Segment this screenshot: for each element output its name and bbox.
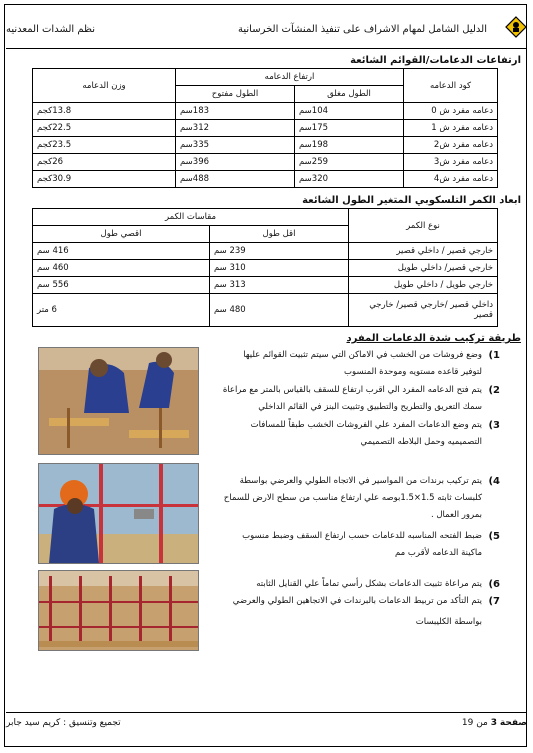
- cell-open: 335سم: [176, 137, 295, 154]
- col-header-code: كود الدعامه: [404, 69, 498, 103]
- section-heading-install: طريقة تركيب شدة الدعامات المفرد: [346, 333, 521, 344]
- cell-code: دعامه مفرد ش 0: [404, 103, 498, 120]
- cell-weight: 26كجم: [33, 154, 176, 171]
- col-header-max: اقصي طول: [33, 226, 210, 243]
- cell-type: داخلي قصير /خارجي قصير/ خارجي قصير: [349, 294, 498, 327]
- section-heading-beams: ابعاد الكمر التلسكوبي المتغير الطول الشائعة: [302, 195, 521, 206]
- cell-min: 310 سم: [210, 260, 349, 277]
- step-number: 7): [488, 596, 500, 607]
- step-number: 2): [488, 385, 500, 396]
- table-row: [33, 137, 498, 154]
- step-text: يتم تركيب برندات من المواسير في الاتجاه الطولي والعرضي بواسطة كلبسات ثابته 1.5×1.5بوصه علي ارتفاع مناسب من سطح الارض للسماح بمرور العمال .: [223, 476, 482, 520]
- col-header-type: نوع الكمر: [349, 209, 498, 243]
- cell-min: 480 سم: [210, 294, 349, 327]
- col-header-closed: الطول مغلق: [295, 86, 404, 103]
- cell-type: خارجي طويل / داخلي طويل: [349, 277, 498, 294]
- cell-max: 460 سم: [33, 260, 210, 277]
- cell-min: 239 سم: [210, 243, 349, 260]
- step-number: 6): [488, 579, 500, 590]
- section-heading-heights: ارتفاعات الدعامات/القوائم الشائعة: [350, 55, 521, 66]
- step-number: 1): [488, 350, 500, 361]
- list-item: [220, 382, 500, 416]
- col-header-weight: وزن الدعامه: [33, 69, 176, 103]
- page-label: صفحة: [499, 718, 527, 728]
- cell-open: 396سم: [176, 154, 295, 171]
- install-steps-group-1: [220, 347, 500, 451]
- company-logo: [505, 16, 527, 38]
- step-text: يتم التأكد من تربيط الدعامات بالبرندات في الاتجاهين الطولي والعرضي: [232, 596, 482, 606]
- cell-weight: 30.9كجم: [33, 171, 176, 188]
- cell-type: خارجي قصير / داخلي قصير: [349, 243, 498, 260]
- col-header-height: ارتفاع الدعامه: [176, 69, 404, 86]
- telescopic-beams-table: [32, 208, 498, 327]
- step-text: يتم وضع الدعامات المفرد علي الفروشات الخشب طبقاً للمسافات التصميميه وحمل البلاطه التصميمي: [250, 420, 482, 447]
- page-of: من: [476, 718, 488, 728]
- cell-code: دعامه مفرد ش2: [404, 137, 498, 154]
- author-credit: تجميع وتنسيق : كريم سيد جابر: [6, 718, 121, 728]
- table-row: [33, 277, 498, 294]
- step-number: 4): [488, 476, 500, 487]
- photo-braced-props: [38, 570, 199, 651]
- cell-code: دعامه مفرد ش3: [404, 154, 498, 171]
- cell-code: دعامه مفرد ش 1: [404, 120, 498, 137]
- cell-min: 313 سم: [210, 277, 349, 294]
- table-row: [33, 243, 498, 260]
- chapter-title: نظم الشدات المعدنيه: [6, 24, 96, 35]
- document-title: الدليل الشامل لمهام الاشراف على تنفيذ المنشآت الخرسانية: [237, 24, 487, 35]
- table-row: [33, 260, 498, 277]
- install-steps-group-2: [220, 473, 500, 562]
- photo-worker-fixing-clamps: [38, 463, 199, 564]
- page-header: [6, 20, 527, 50]
- table-row: [33, 103, 498, 120]
- install-steps-group-3: [220, 576, 500, 631]
- page-current: 3: [490, 718, 497, 728]
- cell-max: 6 متر: [33, 294, 210, 327]
- table-row: [33, 294, 498, 327]
- cell-type: خارجي قصير/ داخلي طويل: [349, 260, 498, 277]
- cell-closed: 104سم: [295, 103, 404, 120]
- col-header-min: اقل طول: [210, 226, 349, 243]
- cell-open: 183سم: [176, 103, 295, 120]
- cell-open: 312سم: [176, 120, 295, 137]
- list-item: [220, 417, 500, 451]
- page-total: 19: [461, 718, 474, 728]
- table-row: [33, 120, 498, 137]
- step-number: 3): [488, 420, 500, 431]
- cell-weight: 23.5كجم: [33, 137, 176, 154]
- list-item: [220, 614, 500, 631]
- step-number: 5): [488, 531, 500, 542]
- table-row: [33, 171, 498, 188]
- cell-closed: 175سم: [295, 120, 404, 137]
- cell-closed: 320سم: [295, 171, 404, 188]
- cell-max: 416 سم: [33, 243, 210, 260]
- page-number: [462, 718, 527, 728]
- header-divider: [6, 48, 527, 49]
- props-heights-table: [32, 68, 498, 188]
- list-item: [220, 528, 500, 562]
- cell-code: دعامه مفرد ش4: [404, 171, 498, 188]
- cell-weight: 13.8كجم: [33, 103, 176, 120]
- step-text: وضع فروشات من الخشب في الاماكن التي سيتم تثبيت القوائم عليها لتوفير قاعده مستويه وموحدة المنسوب: [243, 350, 482, 377]
- list-item: [220, 473, 500, 524]
- cell-weight: 22.5كجم: [33, 120, 176, 137]
- step-text: يتم مراعاة تثبيت الدعامات بشكل رأسي تماماً علي القنايل الثابته: [256, 579, 482, 589]
- step-text: بواسطة الكليبسات: [415, 617, 482, 627]
- cell-closed: 198سم: [295, 137, 404, 154]
- cell-max: 556 سم: [33, 277, 210, 294]
- list-item: [220, 576, 500, 593]
- table-row: [33, 154, 498, 171]
- cell-open: 488سم: [176, 171, 295, 188]
- list-item: [220, 593, 500, 610]
- step-text: يتم فتح الدعامه المفرد الي اقرب ارتفاع للسقف بالقياس بالمتر مع مراعاة سمك التعريق والتطريح والتطبيق وتثبيت البنز في القائم الداخلي: [222, 385, 482, 412]
- footer-divider: [6, 712, 527, 713]
- list-item: [220, 347, 500, 381]
- step-text: ضبط الفتحه المناسبه للدعامات حسب ارتفاع السقف وضبط منسوب ماكينة الدعامه لأقرب مم: [242, 531, 482, 558]
- col-header-open: الطول مفتوح: [176, 86, 295, 103]
- col-header-dims: مقاسات الكمر: [33, 209, 349, 226]
- cell-closed: 259سم: [295, 154, 404, 171]
- photo-workers-placing-props: [38, 347, 199, 455]
